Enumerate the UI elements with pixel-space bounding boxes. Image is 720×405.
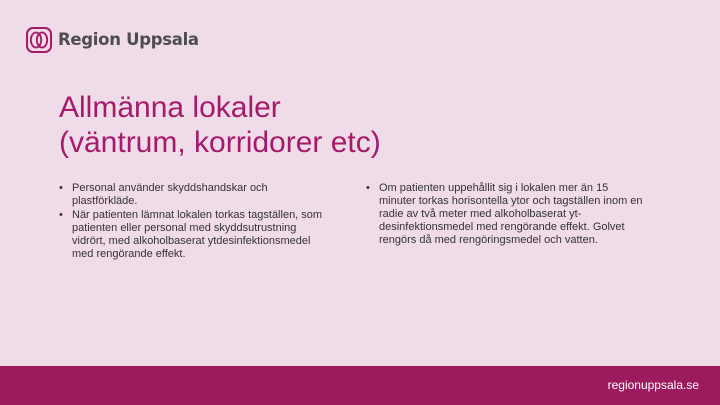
logo [26,27,199,53]
bullet-text: När patienten lämnat lokalen torkas tagställen, som patienten eller personal med skyddsutrustning vidrört, med alkoholbaserat ytdesinfektionsmedel med rengörande effekt. [72,209,323,260]
list-item [59,209,329,261]
footer-url: regionuppsala.se [607,378,699,392]
bullet-marker: • [59,182,63,194]
right-bullet-list [366,182,646,248]
slide-title-line-2: (väntrum, korridorer etc) [59,126,381,159]
left-bullet-list [59,182,329,262]
list-item [59,182,329,208]
slide-title [59,90,659,160]
region-uppsala-logo-icon [26,27,52,53]
slide-title-line-1: Allmänna lokaler [59,91,281,124]
bullet-text: Om patienten uppehållit sig i lokalen mer än 15 minuter torkas horisontella ytor och tagställen inom en radie av två meter med alkoholbaserat yt-desinfektionsmedel med rengörande effekt. Golvet rengörs då med rengöringsmedel och vatten. [379,182,643,246]
list-item [366,182,646,247]
footer-bar [0,366,720,405]
logo-text: Region Uppsala [58,29,199,49]
bullet-marker: • [59,209,63,221]
bullet-marker: • [366,182,370,194]
bullet-text: Personal använder skyddshandskar och plastförkläde. [72,182,268,207]
